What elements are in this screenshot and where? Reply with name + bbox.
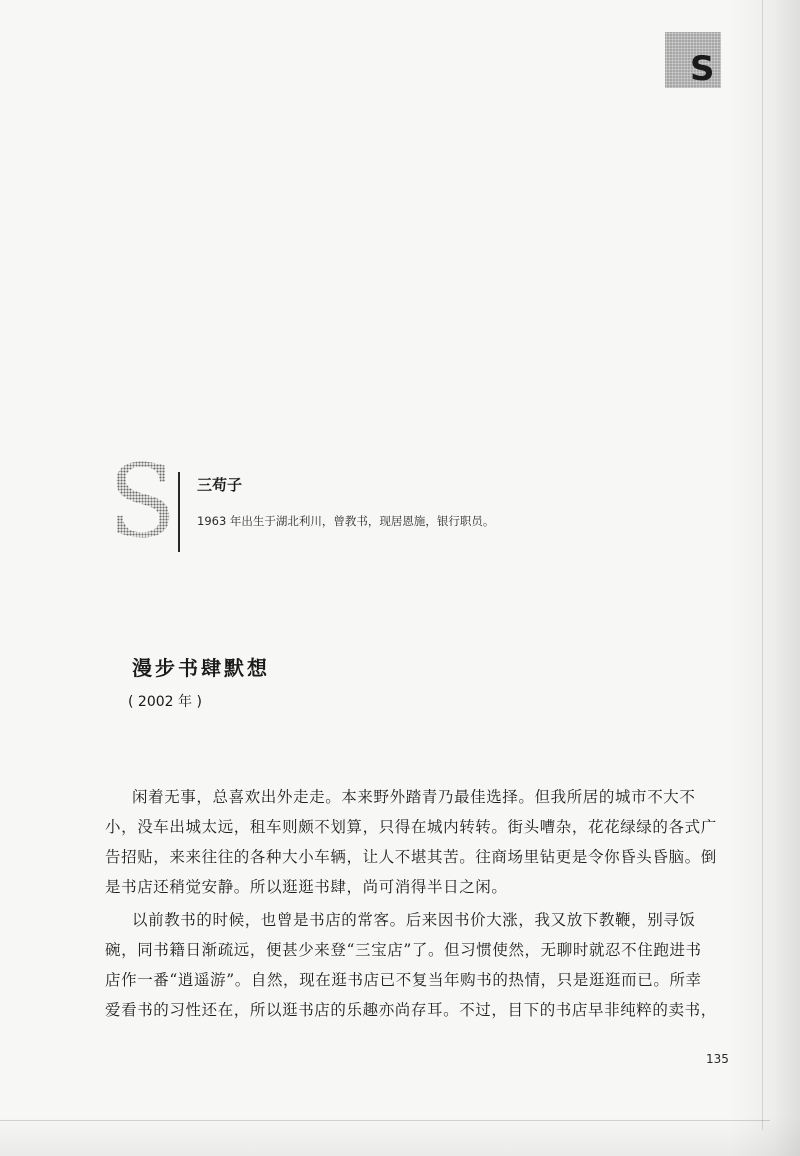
page-edge-line-bottom	[0, 1120, 770, 1121]
article-year: ( 2002 年 )	[128, 694, 202, 710]
author-initial: S	[108, 443, 177, 560]
body-line: 小，没车出城太远，租车则颇不划算，只得在城内转转。街头嘈杂，花花绿绿的各式广	[105, 818, 717, 836]
author-bio: 1963 年出生于湖北利川，曾教书，现居恩施，银行职员。	[197, 514, 495, 528]
scan-edge-shadow	[730, 0, 800, 1156]
body-line: 是书店还稍觉安静。所以逛逛书肆，尚可消得半日之闲。	[105, 878, 508, 896]
scan-edge-shadow-bottom	[0, 1116, 800, 1156]
body-line: 以前教书的时候，也曾是书店的常客。后来因书价大涨，我又放下教鞭，别寻饭	[132, 911, 696, 929]
article-title: 漫步书肆默想	[132, 656, 270, 680]
body-line: 告招贴，来来往往的各种大小车辆，让人不堪其苦。往商场里钻更是令你昏头昏脑。倒	[105, 848, 717, 866]
section-tab-letter: S	[690, 49, 715, 89]
body-line: 碗，同书籍日渐疏远，便甚少来登“三宝店”了。但习惯使然，无聊时就忍不住跑进书	[105, 941, 702, 959]
author-divider	[178, 472, 180, 552]
page-edge-line	[762, 0, 763, 1130]
body-line: 店作一番“逍遥游”。自然，现在逛书店已不复当年购书的热情，只是逛逛而已。所幸	[105, 971, 702, 989]
body-line: 闲着无事，总喜欢出外走走。本来野外踏青乃最佳选择。但我所居的城市不大不	[132, 788, 696, 806]
author-name: 三苟子	[197, 476, 243, 494]
page-number: 135	[706, 1052, 729, 1066]
body-line: 爱看书的习性还在，所以逛书店的乐趣亦尚存耳。不过，目下的书店早非纯粹的卖书，	[105, 1001, 717, 1019]
